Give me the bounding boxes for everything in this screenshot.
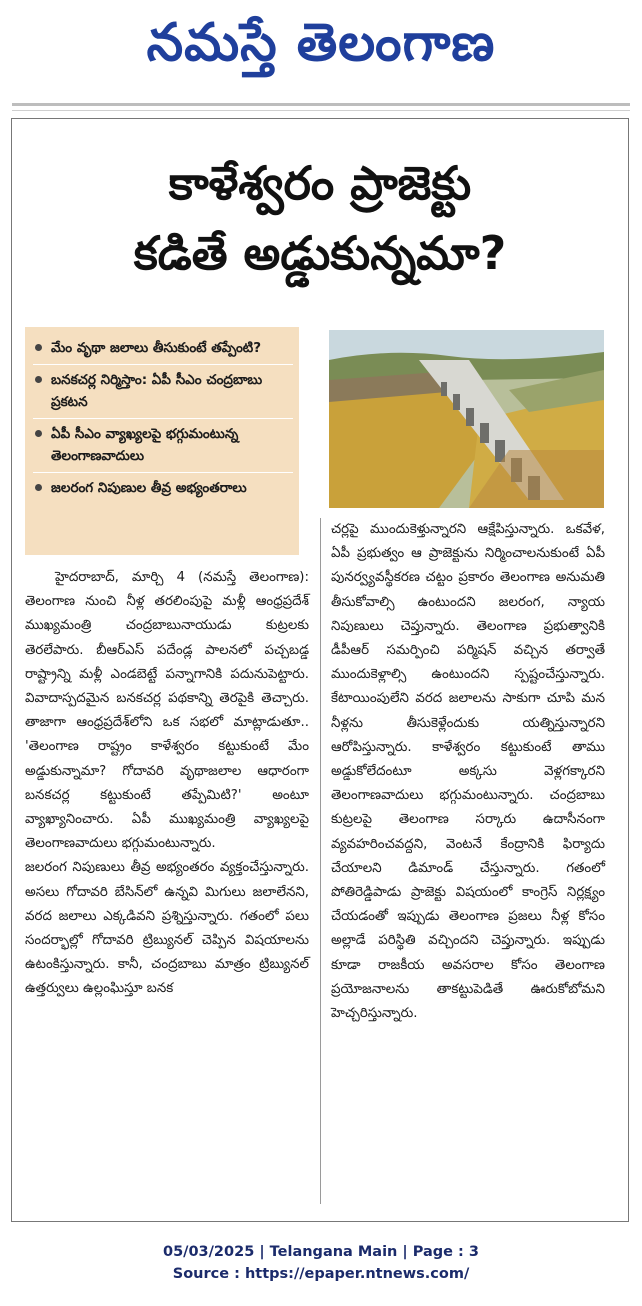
- headline-line-1: కాళేశ్వరం ప్రాజెక్టు: [168, 156, 472, 210]
- highlight-text: ఏపీ సీఎం వ్యాఖ్యలపై భగ్గుమంటున్న తెలంగాణవాదులు: [51, 426, 239, 464]
- masthead-divider-thin: [12, 110, 630, 111]
- headline-line-2: కడితే అడ్డుకున్నమా?: [133, 226, 507, 280]
- masthead-divider: [12, 103, 630, 106]
- article-paragraph: చర్లపై ముందుకెళ్తున్నారని ఆక్షేపిస్తున్నారు. ఒకవేళ, ఏపీ ప్రభుత్వం ఆ ప్రాజెక్టును నిర్మించాలనుకుంటే ఏపీ పునర్వ్యవస్థీకరణ చట్టం ప్రకారం తెలంగాణ అనుమతి తీసుకోవాల్సి ఉంటుందని జలరంగ, న్యాయ నిపుణులు చెప్తున్నారు. తెలంగాణ ప్రభుత్వానికి డీపీఆర్ సమర్పించి పర్మిషన్ వచ్చిన తర్వాతే ముందుకెళ్లాల్సి ఉంటుందని స్పష్టంచేస్తున్నారు. కేటాయింపులేని వరద జలాలను సాకుగా చూపి మన నీళ్లను తీసుకెళ్లేందుకు యత్నిస్తున్నారని ఆరోపిస్తున్నారు. కాళేశ్వరం కట్టుకుంటే తాము అడ్డుకోలేదంటూ అక్కసు వెళ్లగక్కారని తెలంగాణవాదులు భగ్గుమంటున్నారు. చంద్రబాబు కుట్రలపై తెలంగాణ సర్కారు ఉదాసీనంగా వ్యవహరించవద్దని, వెంటనే కేంద్రానికి ఫిర్యాదు చేయాలని డిమాండ్ చేస్తున్నారు. గతంలో పోతిరెడ్డిపాడు ప్రాజెక్టు విషయంలో కాంగ్రెస్ నిర్లక్ష్యం చేయడంతో ఇప్పుడు తెలంగాణ ప్రజలు నీళ్ల కోసం అల్లాడే పరిస్థితి వచ్చిందని చెప్తున్నారు. ఇప్పుడు కూడా రాజకీయ అవసరాల కోసం తెలంగాణ ప్రయోజనాలను తాకట్టుపెడితే ఊరుకోబోమని హెచ్చరిస్తున్నారు.: [331, 522, 605, 1022]
- highlight-text: జలరంగ నిపుణుల తీవ్ర అభ్యంతరాలు: [51, 480, 247, 496]
- bullet-dot-icon: [35, 344, 42, 351]
- source-link[interactable]: Source : https://epaper.ntnews.com/: [172, 1266, 470, 1282]
- bullet-dot-icon: [35, 430, 42, 437]
- highlight-item: [33, 473, 293, 504]
- highlight-item: [33, 419, 293, 473]
- highlight-text: మేం వృథా జలాలు తీసుకుంటే తప్పేంటి?: [51, 340, 262, 356]
- newspaper-logo: నమస్తే తెలంగాణ: [146, 12, 496, 73]
- article-column-right: [331, 518, 605, 1026]
- article-paragraph: జలరంగ నిపుణులు తీవ్ర అభ్యంతరం వ్యక్తంచేస్తున్నారు. అసలు గోదావరి బేసిన్‌లో ఉన్నవి మిగులు జలాలేనని, వరద జలాలు ఎక్కడివని ప్రశ్నిస్తున్నారు. గతంలో పలు సందర్భాల్లో గోదావరి ట్రిబ్యునల్ చెప్పిన విషయాలను ఉటంకిస్తున్నారు. కానీ, చంద్రబాబు మాత్రం ట్రిబ్యునల్ ఉత్తర్వులు ఉల్లంఘిస్తూ బనక: [25, 860, 309, 997]
- bullet-dot-icon: [35, 376, 42, 383]
- highlight-text: బనకచర్ల నిర్మిస్తాం: ఏపీ సీఎం చంద్రబాబు ప్రకటన: [51, 372, 263, 410]
- masthead: [0, 0, 642, 86]
- dam-photo-icon: [329, 330, 604, 508]
- highlight-item: [33, 365, 293, 419]
- article-paragraph: హైదరాబాద్, మార్చి 4 (నమస్తే తెలంగాణ): తెలంగాణ నుంచి నీళ్ల తరలింపుపై మళ్లీ ఆంధ్రప్రదేశ్ ముఖ్యమంత్రి చంద్రబాబునాయుడు కుట్రలకు తెరలేపారు. బీఆర్ఎస్ పదేండ్ల పాలనలో పచ్చబడ్డ రాష్ట్రాన్ని మళ్లీ ఎండబెట్టే పన్నాగానికి పదునుపెట్టారు. వివాదాస్పదమైన బనకచర్ల పథకాన్ని తెరపైకి తెచ్చారు. తాజాగా ఆంధ్రప్రదేశ్‌లోని ఒక సభలో మాట్లాడుతూ.. 'తెలంగాణ రాష్ట్రం కాళేశ్వరం కట్టుకుంటే మేం అడ్డుకున్నామా? గోదావరి వృథాజలాల ఆధారంగా బనకచర్ల కట్టుకుంటే తప్పేమిటి?' అంటూ వ్యాఖ్యానించారు. ఏపీ ముఖ్యమంత్రి వ్యాఖ్యలపై తెలంగాణవాదులు భగ్గుమంటున్నారు.: [25, 570, 309, 852]
- article-column-left: [25, 566, 309, 1002]
- edition-info: 05/03/2025 | Telangana Main | Page : 3: [162, 1244, 479, 1260]
- bullet-dot-icon: [35, 484, 42, 491]
- column-divider: [320, 518, 321, 1204]
- highlights-box: [25, 327, 299, 555]
- dam-photo-illustration: [329, 330, 604, 508]
- highlight-item: [33, 333, 293, 365]
